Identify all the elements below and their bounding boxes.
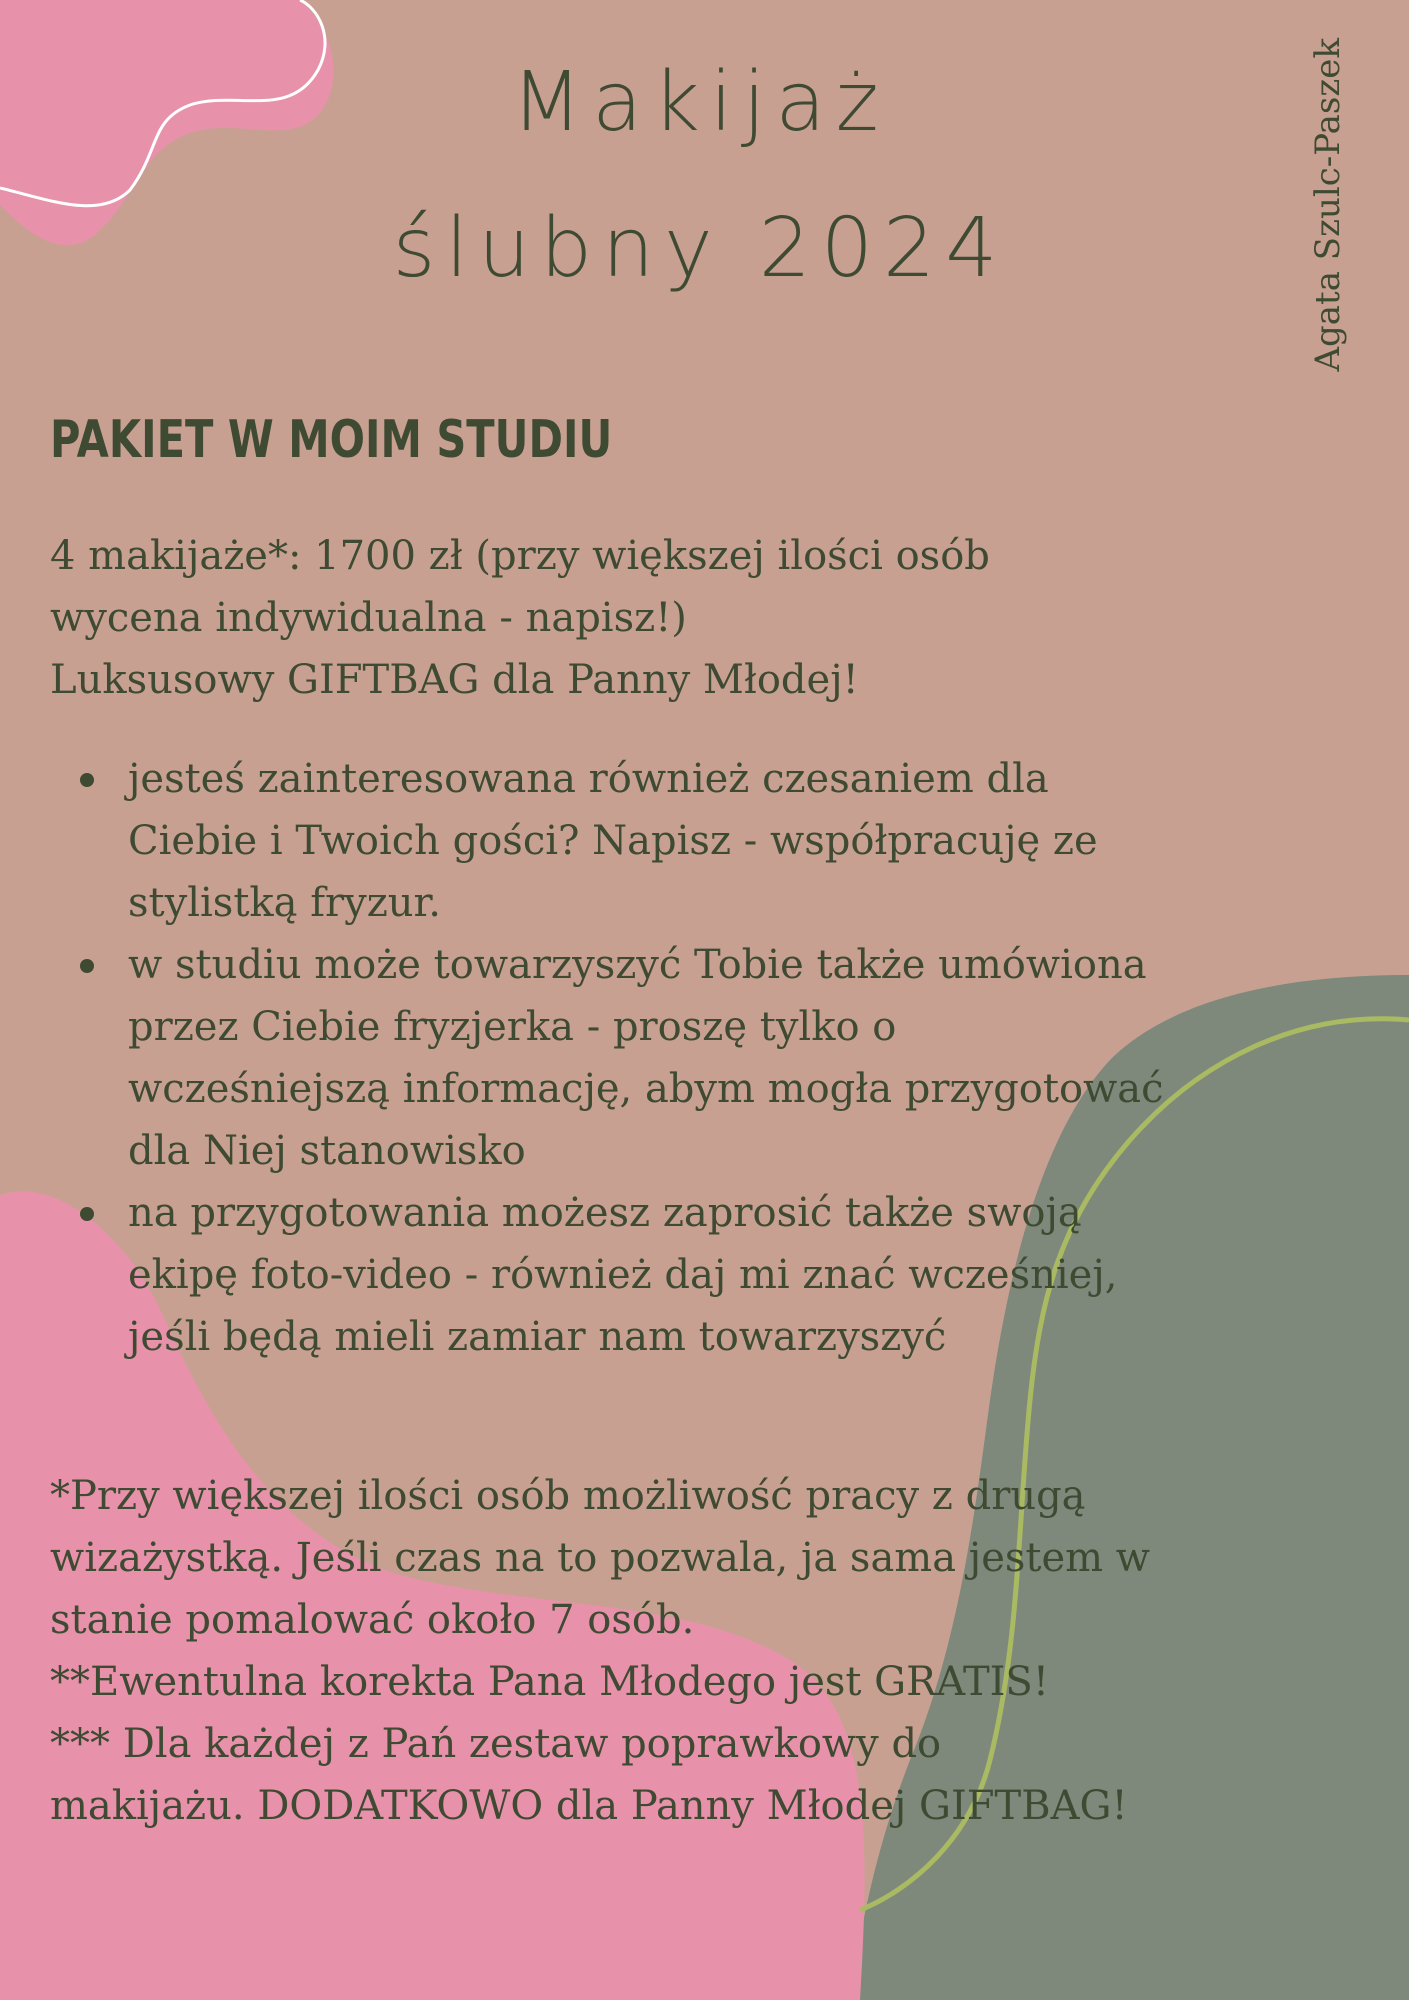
bullet-line: przez Ciebie fryzjerka - proszę tylko o [128, 1004, 897, 1050]
footnote-line: stanie pomalować około 7 osób. [50, 1597, 695, 1643]
bullet-line: stylistką fryzur. [128, 880, 441, 926]
bullet-dot-icon [80, 959, 94, 973]
footnote-line: makijażu. DODATKOWO dla Panny Młodej GIFTBAG! [50, 1783, 1128, 1829]
price-intro [50, 525, 1350, 711]
bullet-item-hairdresser [50, 934, 1370, 1182]
footnotes [50, 1465, 1370, 1837]
footnote-line: *Przy większej ilości osób możliwość pracy z drugą [50, 1473, 1086, 1519]
bullet-line: dla Niej stanowisko [128, 1128, 526, 1174]
footnote-line: wizażystką. Jeśli czas na to pozwala, ja sama jestem w [50, 1535, 1151, 1581]
bullet-line: na przygotowania możesz zaprosić także swoją [128, 1190, 1082, 1236]
bullet-item-hairstyling [50, 748, 1370, 934]
intro-line: wycena indywidualna - napisz!) [50, 595, 687, 641]
bullet-item-photo-video [50, 1182, 1370, 1368]
bullet-line: w studiu może towarzyszyć Tobie także umówiona [128, 942, 1147, 988]
bullet-line: jeśli będą mieli zamiar nam towarzyszyć [128, 1314, 947, 1360]
title-line-2: ślubny 2024 [392, 201, 1008, 296]
bullet-dot-icon [80, 773, 94, 787]
intro-line: Luksusowy GIFTBAG dla Panny Młodej! [50, 657, 859, 703]
bullet-dot-icon [80, 1207, 94, 1221]
author-name: Agata Szulc-Paszek [1308, 38, 1348, 372]
footnote-line: *** Dla każdej z Pań zestaw poprawkowy do [50, 1721, 942, 1767]
section-heading: PAKIET W MOIM STUDIU [50, 410, 613, 470]
title-line-1: Makijaż [511, 55, 889, 150]
bullet-line: Ciebie i Twoich gości? Napisz - współpracuję ze [128, 818, 1098, 864]
footnote-line: **Ewentulna korekta Pana Młodego jest GRATIS! [50, 1659, 1049, 1705]
bullet-line: wcześniejszą informację, abym mogła przygotować [128, 1066, 1164, 1112]
bullet-list [50, 748, 1370, 1368]
bullet-line: jesteś zainteresowana również czesaniem dla [128, 756, 1049, 802]
bullet-line: ekipę foto-video - również daj mi znać wcześniej, [128, 1252, 1118, 1298]
intro-line: 4 makijaże*: 1700 zł (przy większej ilości osób [50, 533, 990, 579]
